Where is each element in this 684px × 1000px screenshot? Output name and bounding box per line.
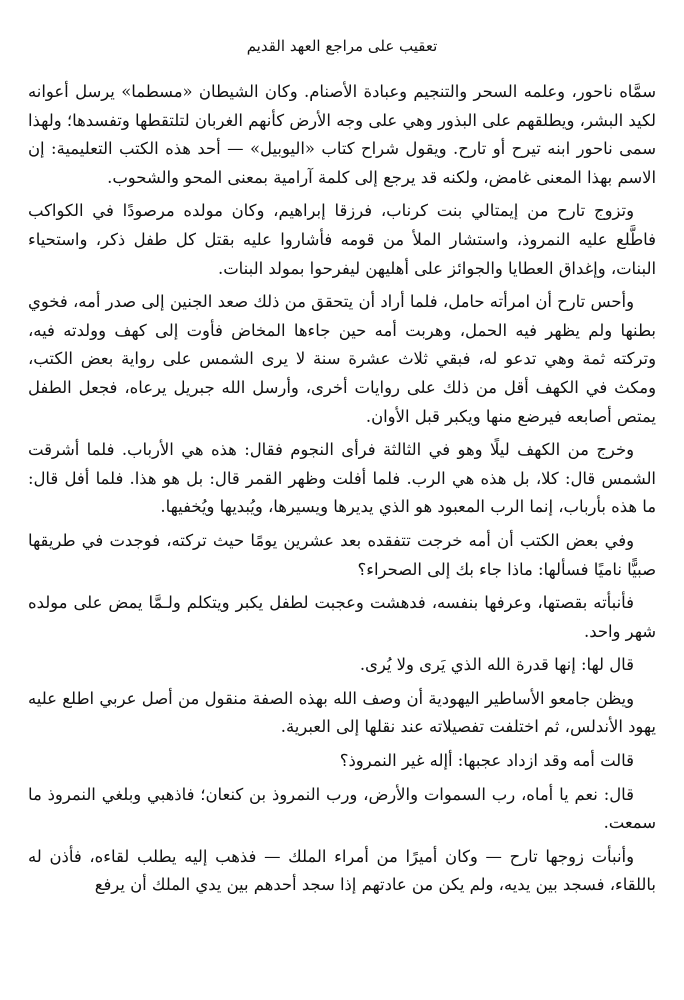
paragraph: سمَّاه ناحور، وعلمه السحر والتنجيم وعبادة الأصنام. وكان الشيطان «مسطما» يرسل أعوانه لكيد البشر، ويطلقهم على البذور وهي على وجه الأرض كأنهم الغربان لتلتقطها وتفسدها؛ ولهذا سمى ناحور ابنه تيرح أو تارح. ويقول شراح كتاب «اليوبيل» — أحد هذه الكتب التعليمية: إن الاسم بهذا المعنى غامض، ولكنه قد يرجع إلى كلمة آرامية بمعنى المحو والشحوب. xyxy=(28,82,656,187)
paragraph: ويظن جامعو الأساطير اليهودية أن وصف الله بهذه الصفة منقول من أصل عربي اطلع عليه يهود الأندلس، ثم اختلفت تفصيلاته عند نقلها إلى العبرية. xyxy=(28,688,656,737)
paragraph: وفي بعض الكتب أن أمه خرجت تتفقده بعد عشرين يومًا حيث تركته، فوجدت في طريقها صبيًّا ناميًا فسألها: ماذا جاء بك إلى الصحراء؟ xyxy=(28,530,656,579)
paragraph: وأحس تارح أن امرأته حامل، فلما أراد أن يتحقق من ذلك صعد الجنين إلى صدر أمه، فخوي بطنها ولم يظهر فيه الحمل، وهربت أمه حين جاءها المخاض فأوت إلى كهف وولدته فيه، وتركته ثمة وهي تدعو له، فبقي ثلاث عشرة سنة لا يرى الشمس على رواية بعض الكتب، ومكث في الكهف أقل من ذلك على روايات أخرى، وأرسل الله جبريل يرعاه، فجعل الطفل يمتص أصابعه فيرضع منها ويكبر قبل الأوان. xyxy=(28,292,656,426)
paragraph: قالت أمه وقد ازداد عجبها: أإله غير النمروذ؟ xyxy=(339,751,634,771)
paragraph: وخرج من الكهف ليلًا وهو في الثالثة فرأى النجوم فقال: هذه هي الأرباب. فلما أشرقت الشمس قال: كلا، بل هذه هي الرب. فلما أفلت وظهر القمر قال: بل هو هذا. فلما أفل قال: ما هذه بأرباب، إنما الرب المعبود هو الذي يديرها ويسيرها، ويُبديها ويُخفيها. xyxy=(28,440,656,517)
paragraph: فأنبأته بقصتها، وعرفها بنفسه، فدهشت وعجبت لطفل يكبر ويتكلم ولـمَّا يمض على مولده شهر واحد. xyxy=(28,593,656,641)
paragraph: وأنبأت زوجها تارح — وكان أميرًا من أمراء الملك — فذهب إليه يطلب لقاءه، فأذن له باللقاء، فسجد بين يديه، ولم يكن من عادتهم إذا سجد أحدهم بين يدي الملك أن يرفع xyxy=(28,846,656,895)
paragraph: قال لها: إنها قدرة الله الذي يَرى ولا يُرى. xyxy=(359,655,634,675)
body-text xyxy=(28,78,656,905)
paragraph: وتزوج تارح من إيمتالي بنت كرناب، فرزقا إبراهيم، وكان مولده مرصودًا في الكواكب فاطَّلع عليه النمروذ، واستشار الملأ من قومه فأشاروا عليه بقتل كل طفل ذكر، واستحياء البنات، وإغداق العطايا والجوائز على أهليهن ليفرحوا بمولد البنات. xyxy=(28,201,656,278)
page-header-title: تعقيب على مراجع العهد القديم xyxy=(246,37,438,55)
paragraph: قال: نعم يا أماه، رب السموات والأرض، ورب النمروذ بن كنعان؛ فاذهبي وبلغي النمروذ ما سمعت. xyxy=(28,784,656,833)
